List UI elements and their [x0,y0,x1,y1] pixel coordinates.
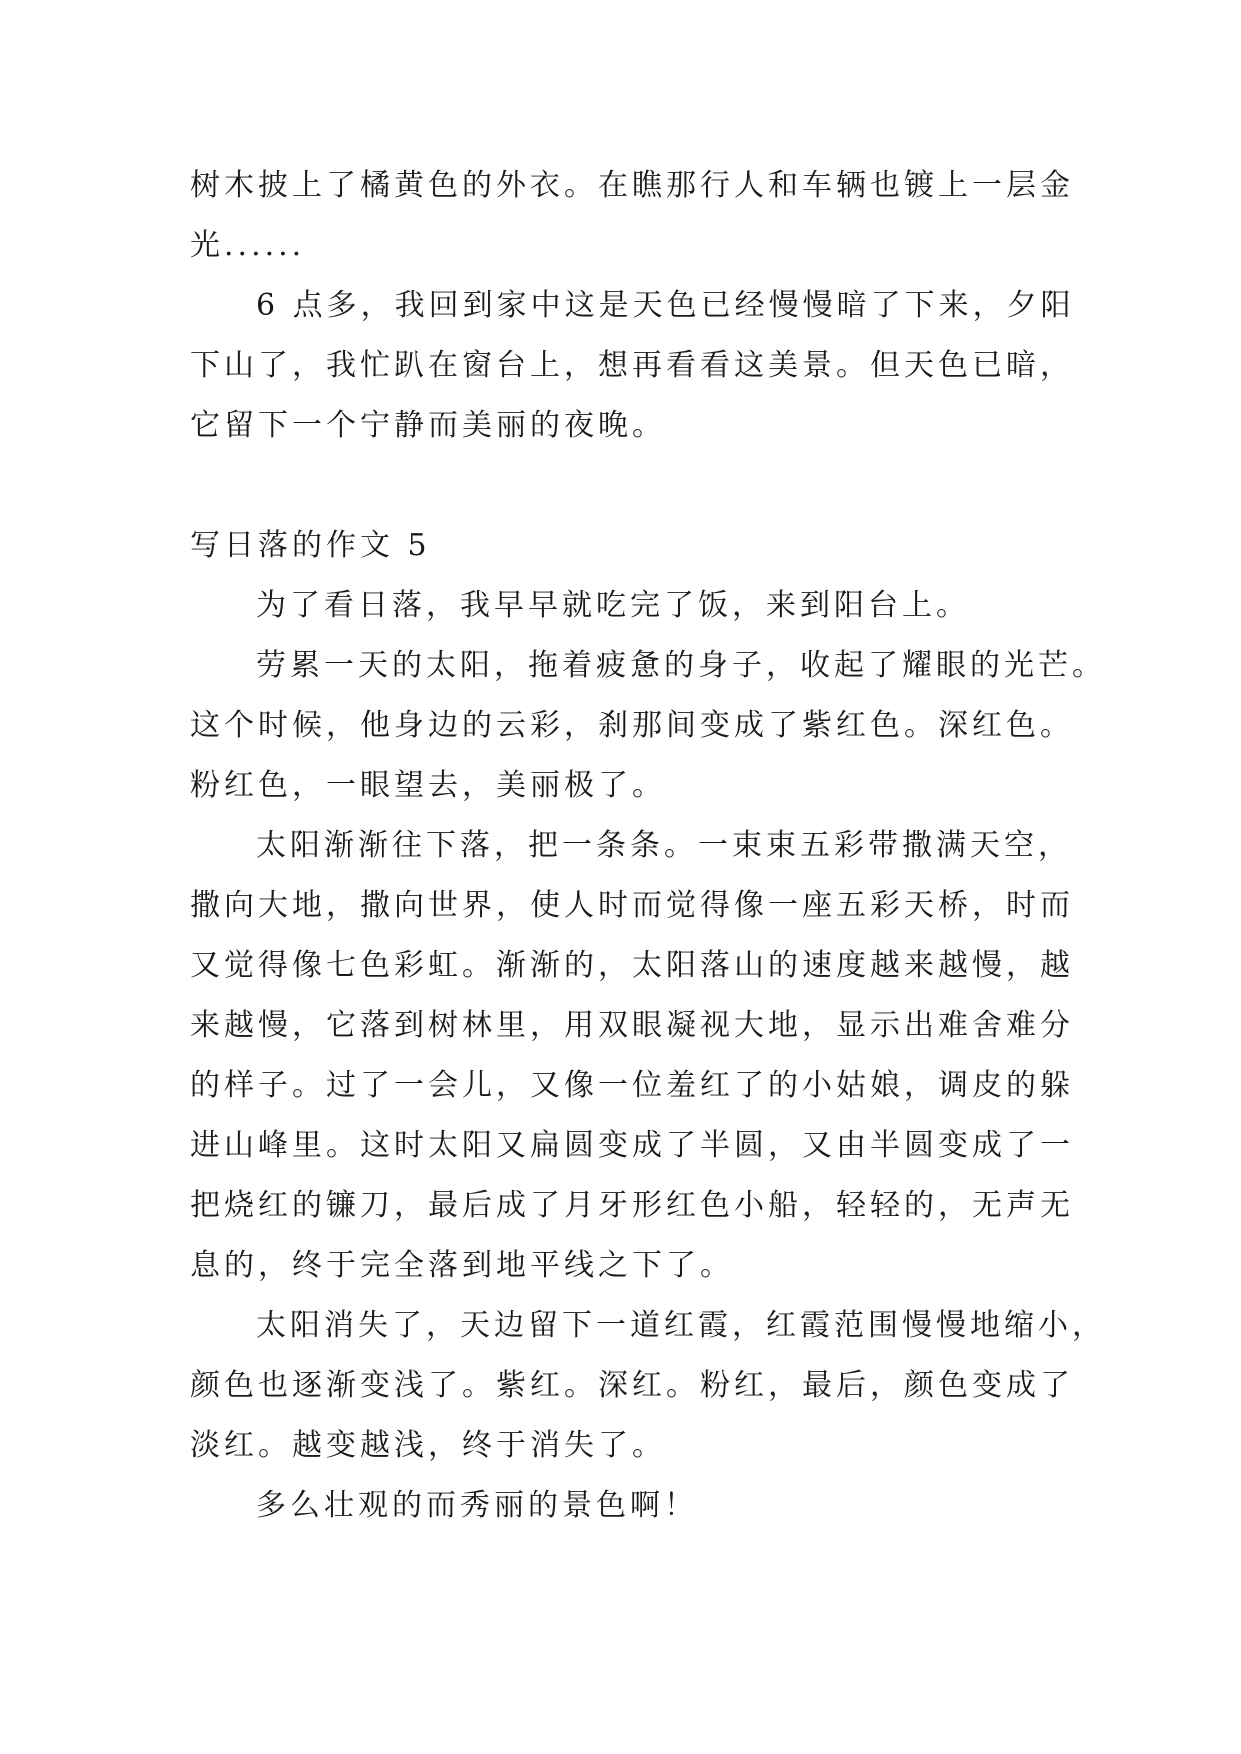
text-line: 劳累一天的太阳，拖着疲惫的身子，收起了耀眼的光芒。 [256,648,1106,683]
text-line: 太阳消失了，天边留下一道红霞，红霞范围慢慢地缩小， [256,1308,1106,1343]
text-line: 撒向大地，撒向世界，使人时而觉得像一座五彩天桥，时而 [190,888,1074,923]
text-line: 6 点多，我回到家中这是天色已经慢慢暗了下来，夕阳 [256,288,1075,323]
text-line: 多么壮观的而秀丽的景色啊！ [256,1488,698,1523]
text-line: 下山了，我忙趴在窗台上，想再看看这美景。但天色已暗， [190,348,1074,383]
text-line: 树木披上了橘黄色的外衣。在瞧那行人和车辆也镀上一层金 [190,168,1074,203]
text-line: 进山峰里。这时太阳又扁圆变成了半圆，又由半圆变成了一 [190,1128,1074,1163]
text-line: 把烧红的镰刀，最后成了月牙形红色小船，轻轻的，无声无 [190,1188,1074,1223]
section-heading: 写日落的作文 5 [190,528,431,563]
text-line: 颜色也逐渐变浅了。紫红。深红。粉红，最后，颜色变成了 [190,1368,1074,1403]
text-line: 来越慢，它落到树林里，用双眼凝视大地，显示出难舍难分 [190,1008,1074,1043]
text-line: 它留下一个宁静而美丽的夜晚。 [190,408,666,443]
text-line: 这个时候，他身边的云彩，刹那间变成了紫红色。深红色。 [190,708,1074,743]
text-line: 为了看日落，我早早就吃完了饭，来到阳台上。 [256,588,970,623]
text-line: 太阳渐渐往下落，把一条条。一束束五彩带撒满天空， [256,828,1072,863]
text-line: 光...... [190,228,306,263]
text-line: 淡红。越变越浅，终于消失了。 [190,1428,666,1463]
text-line: 又觉得像七色彩虹。渐渐的，太阳落山的速度越来越慢，越 [190,948,1074,983]
text-line: 息的，终于完全落到地平线之下了。 [190,1248,734,1283]
text-line: 的样子。过了一会儿，又像一位羞红了的小姑娘，调皮的躲 [190,1068,1074,1103]
text-line: 粉红色，一眼望去，美丽极了。 [190,768,666,803]
